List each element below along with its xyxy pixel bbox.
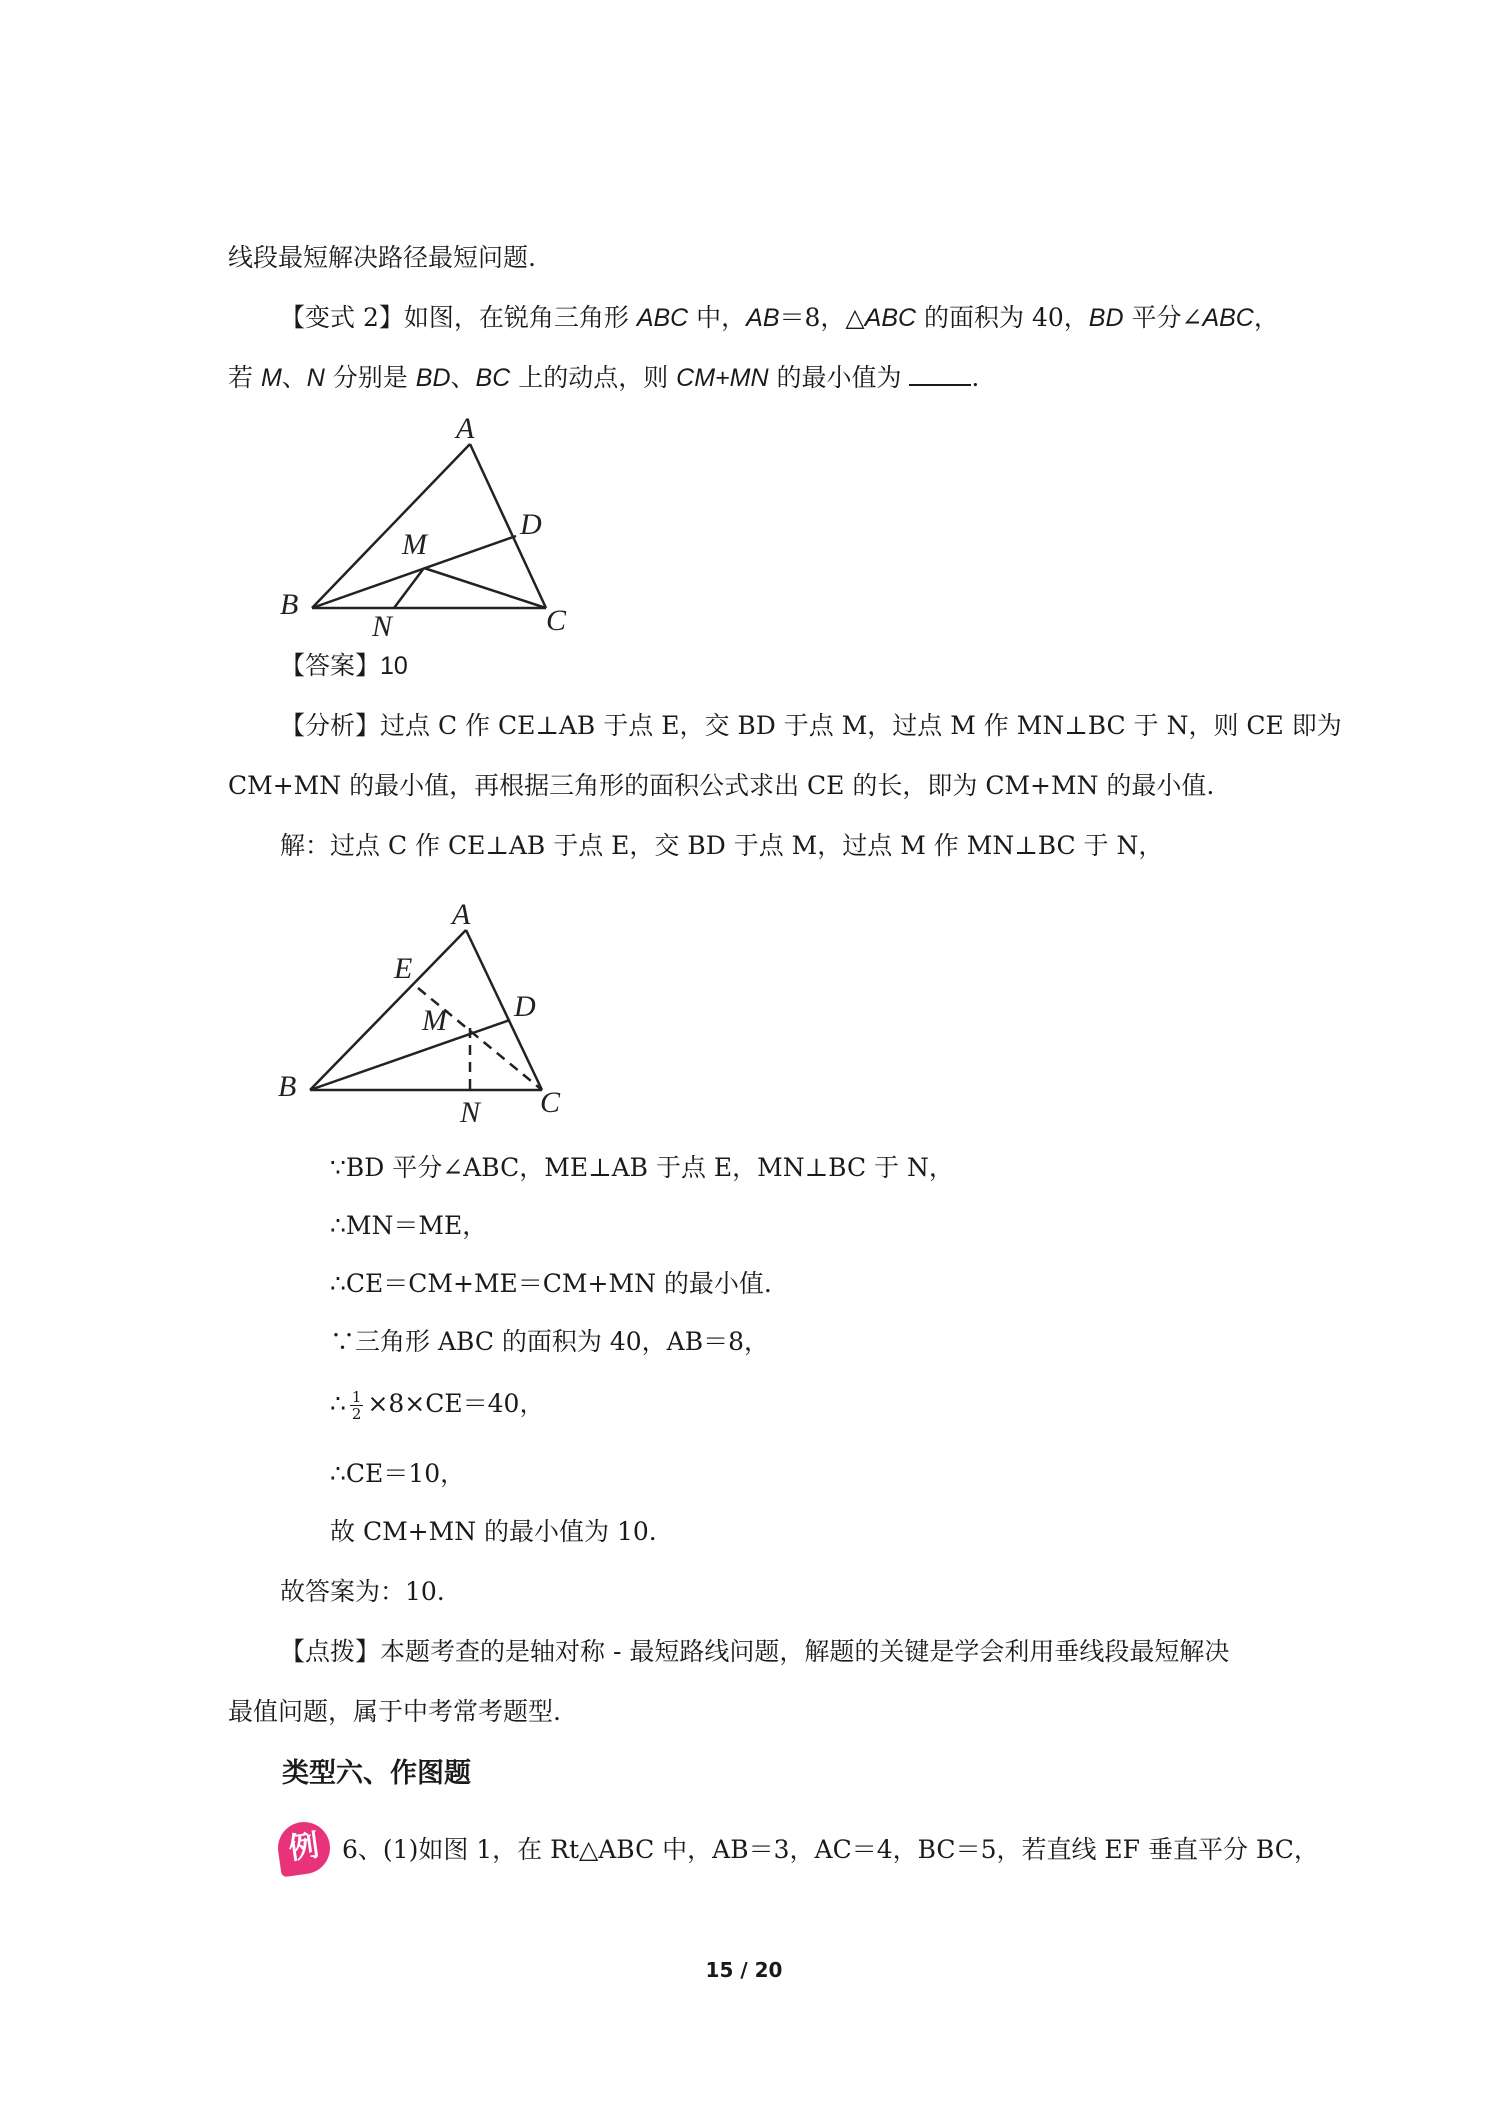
text-span: 、 — [281, 363, 307, 392]
text-span: 的面积为 40， — [916, 303, 1089, 332]
page-number: 15 / 20 — [705, 1958, 783, 1982]
analysis-text: CM+MN 的最小值，再根据三角形的面积公式求出 CE 的长，即为 CM+MN 的最小值. — [228, 771, 1215, 800]
numerator: 1 — [351, 1388, 362, 1406]
variant-question-line1 — [280, 300, 1279, 336]
term: ABC — [1202, 304, 1254, 332]
proof-step-1 — [330, 1150, 954, 1186]
text-span: . — [971, 363, 980, 392]
answer-line — [280, 648, 408, 684]
text-span: 平分∠ — [1123, 303, 1203, 332]
example-line — [342, 1832, 1319, 1868]
side-ab — [312, 444, 470, 608]
example-text: 6、(1)如图 1，在 Rt△ABC 中，AB＝3，AC＝4，BC＝5，若直线 EF 垂直平分 BC， — [342, 1835, 1319, 1864]
variant-label: 【变式 2】 — [280, 303, 404, 332]
label-c: C — [540, 1086, 561, 1119]
answer-blank — [909, 362, 971, 386]
solution-text: 解：过点 C 作 CE⊥AB 于点 E，交 BD 于点 M，过点 M 作 MN⊥BC 于 N， — [280, 831, 1164, 860]
label-d: D — [520, 508, 542, 541]
term: CM+MN — [676, 364, 769, 392]
segment-bd — [310, 1020, 510, 1090]
proof-text: ∵三角形 ABC 的面积为 40，AB＝8， — [330, 1327, 770, 1356]
label-c: C — [546, 604, 567, 637]
example-badge-icon: 例 — [275, 1819, 334, 1878]
proof-text: ∴MN＝ME， — [330, 1211, 488, 1240]
text-span: 分别是 — [324, 363, 416, 392]
term: BC — [475, 364, 511, 392]
tip-label: 【点拨】 — [280, 1637, 381, 1666]
label-a: A — [456, 412, 475, 445]
label-a: A — [452, 898, 471, 931]
proof-text: ∵BD 平分∠ABC，ME⊥AB 于点 E，MN⊥BC 于 N， — [330, 1153, 954, 1182]
text-span: 若 — [228, 363, 261, 392]
term: AB — [746, 304, 780, 332]
triangle-figure-1 — [270, 408, 590, 648]
variant-question-line2 — [228, 360, 979, 396]
label-b: B — [278, 1070, 297, 1103]
text-span: 的最小值为 — [768, 363, 910, 392]
text-span: ＝8，△ — [779, 303, 865, 332]
analysis-line2 — [228, 768, 1214, 804]
segment-cm — [424, 568, 546, 608]
proof-step-4 — [330, 1324, 769, 1360]
analysis-line1 — [280, 708, 1342, 744]
tip-line2 — [228, 1694, 561, 1730]
final-text: 故答案为：10. — [280, 1577, 445, 1606]
proof-step-3 — [330, 1266, 772, 1302]
proof-step-5 — [330, 1386, 544, 1422]
term: BD — [415, 364, 451, 392]
label-n: N — [460, 1096, 481, 1129]
heading-text: 类型六、作图题 — [282, 1758, 471, 1789]
term: ABC — [864, 304, 917, 332]
proof-text: ×8×CE＝40， — [367, 1389, 545, 1418]
term: M — [260, 364, 282, 392]
text-line — [228, 240, 536, 276]
label-m: M — [402, 528, 427, 561]
answer-label: 【答案】 — [280, 651, 381, 680]
term: N — [306, 364, 325, 392]
tip-line1 — [280, 1634, 1229, 1670]
text-span: 、 — [450, 363, 476, 392]
paragraph-text: 线段最短解决路径最短问题. — [228, 243, 536, 272]
analysis-label: 【分析】 — [280, 711, 381, 740]
text-span: 上的动点，则 — [510, 363, 677, 392]
term: ABC — [636, 304, 689, 332]
term: BD — [1088, 304, 1124, 332]
label-d: D — [514, 990, 536, 1023]
triangle-figure-2 — [270, 890, 590, 1140]
label-m: M — [422, 1004, 447, 1037]
section-heading — [282, 1756, 471, 1792]
proof-text: 故 CM+MN 的最小值为 10. — [330, 1517, 657, 1546]
text-span: 中， — [688, 303, 747, 332]
proof-step-2 — [330, 1208, 487, 1244]
label-b: B — [280, 588, 299, 621]
final-answer — [280, 1574, 445, 1610]
tip-text: 本题考查的是轴对称 - 最短路线问题，解题的关键是学会利用垂线段最短解决 — [380, 1637, 1230, 1666]
therefore-symbol: ∴ — [330, 1389, 346, 1418]
analysis-text: 过点 C 作 CE⊥AB 于点 E，交 BD 于点 M，过点 M 作 MN⊥BC 于 N，则 CE 即为 — [380, 711, 1342, 740]
text-span: ， — [1253, 303, 1279, 332]
proof-step-6 — [330, 1456, 465, 1492]
label-n: N — [372, 610, 393, 643]
denominator: 2 — [351, 1405, 362, 1423]
tip-text: 最值问题，属于中考常考题型. — [228, 1697, 561, 1726]
fraction-half — [350, 1389, 364, 1422]
text-span: 如图，在锐角三角形 — [403, 303, 637, 332]
proof-step-7 — [330, 1514, 657, 1550]
answer-value: 10 — [380, 652, 408, 680]
label-e: E — [394, 952, 413, 985]
proof-text: ∴CE＝10， — [330, 1459, 466, 1488]
solution-line — [280, 828, 1163, 864]
proof-text: ∴CE＝CM+ME＝CM+MN 的最小值. — [330, 1269, 772, 1298]
